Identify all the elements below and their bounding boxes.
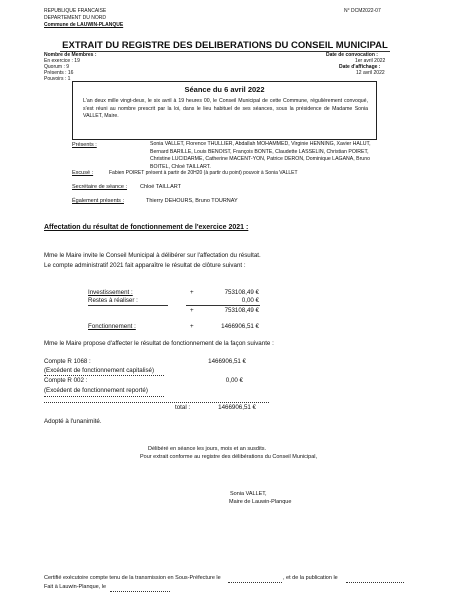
members-label: Nombre de Membres : [44,52,97,58]
compte-1068-label: Compte R 1068 : [44,358,91,365]
investissement-value: 753108,49 € [224,289,259,296]
compte-002-label: Compte R 002 : [44,377,88,384]
restes-value: 0,00 € [241,297,259,304]
footer-executoire: Certifié exécutoire compte tenu de la transmission en Sous-Préfecture le [44,575,221,581]
seance-box [72,81,377,140]
compte-1068-note: (Excédent de fonctionnement capitalisé) [44,367,155,374]
compte-1068-dotted-line [44,375,164,376]
egalement-text: Thierry DEHOURS, Bruno TOURNAY [146,198,238,204]
fonctionnement-label: Fonctionnement : [88,323,136,330]
seance-text: L'an deux mille vingt-deux, le six avril à 19 heures 00, le Conseil Municipal de cette Commune, régulièrement convoqué, s'est réuni au nombre prescrit par la loi, dans le lieu habituel de ses séances, sous la présidence de Madame Sonia VALLET, Maire. [83,98,368,119]
page-title: EXTRAIT DU REGISTRE DES DELIBERATIONS DU CONSEIL MUNICIPAL [62,40,388,51]
compte-002-note: (Excédent de fonctionnement reporté) [44,387,148,394]
affichage-date: 12 avril 2022 [356,70,385,76]
restes-label: Restes à réaliser : [88,297,138,304]
header-line-republique: REPUBLIQUE FRANCAISE [44,8,107,14]
deliberation-reference: N° DCM2022-07 [344,8,381,14]
fonctionnement-value: 1466906,51 € [221,323,259,330]
affectation-proposal: Mme le Maire propose d'affecter le résultat de fonctionnement de la façon suivante : [44,340,274,347]
signatory-name: Sonia VALLET, [230,491,267,497]
subtotal-sign: + [190,307,194,314]
members-en-exercice: En exercice : 19 [44,58,80,64]
subtotal-value: 753108,49 € [224,307,259,314]
excuse-text: Fabien POIRET présent à partir de 20H20 (à partir du point) pouvoir à Sonia VALLET [109,170,298,176]
total-dotted-line [44,402,269,403]
compte-002-dotted-line [44,396,164,397]
total-label: total : [175,404,191,411]
convocation-label: Date de convocation : [326,52,378,58]
affectation-intro-2: Le compte administratif 2021 fait apparaître le résultat de clôture suivant : [44,262,246,269]
secretaire-label: Secrétaire de séance : [72,184,128,190]
closing-line-1: Délibéré en séance les jours, mois et an susdits. [148,446,267,452]
affectation-heading: Affectation du résultat de fonctionnement de l'exercice 2021 : [44,224,249,231]
compte-1068-value: 1466906,51 € [208,358,246,365]
footer-fait-blank [110,591,170,592]
members-pouvoirs: Pouvoirs : 1 [44,76,71,82]
investissement-sign: + [190,289,194,296]
header-line-departement: DEPARTEMENT DU NORD [44,15,106,21]
signatory-role: Maire de Lauwin-Planque [229,499,292,505]
restes-underline-left [88,305,168,306]
presents-label: Présents : [72,142,97,148]
secretaire-text: Chloé TAILLART [140,184,181,190]
affichage-label: Date d'affichage : [339,64,381,70]
footer-fait-a: Fait à Lauwin-Planque, le [44,584,107,590]
seance-title: Séance du 6 avril 2022 [184,85,265,94]
footer-publication-blank [346,582,404,583]
header-line-commune: Commune de LAUWIN-PLANQUE [44,22,124,28]
restes-underline-right [186,305,260,306]
footer-transmission-blank [228,582,282,583]
presents-list: Sonia VALLET, Florence THULLIER, Abdallah MOHAMMED, Virginie HENNING, Xavier HALUT, Bernard BARILLE, Louis BENOIST, François BONTE, Claudette LASSELIN, Christian POIRET, Christine LUCIDARME, Catherine MACENT-YON, Patrice DERON, Dominique LAGANA, Bruno BOITEL, Chloé TAILLART. [150,141,371,170]
egalement-label: Également présents : [72,198,124,204]
members-quorum: Quorum : 9 [44,64,70,70]
compte-002-value: 0,00 € [225,377,243,384]
excuse-label: Excusé : [72,170,94,176]
total-value: 1466906,51 € [218,404,256,411]
investissement-label: Investissement : [88,289,133,296]
members-presents: Présents : 16 [44,70,74,76]
fonctionnement-sign: + [190,323,194,330]
closing-line-2: Pour extrait conforme au registre des délibérations du Conseil Municipal, [140,454,318,460]
affectation-intro-1: Mme le Maire invite le Conseil Municipal à délibérer sur l'affectation du résultat. [44,252,261,259]
footer-publication: , et de la publication le [283,575,338,581]
adopted-unanimously: Adopté à l'unanimité. [44,418,102,425]
convocation-date: 1er avril 2022 [355,58,386,64]
